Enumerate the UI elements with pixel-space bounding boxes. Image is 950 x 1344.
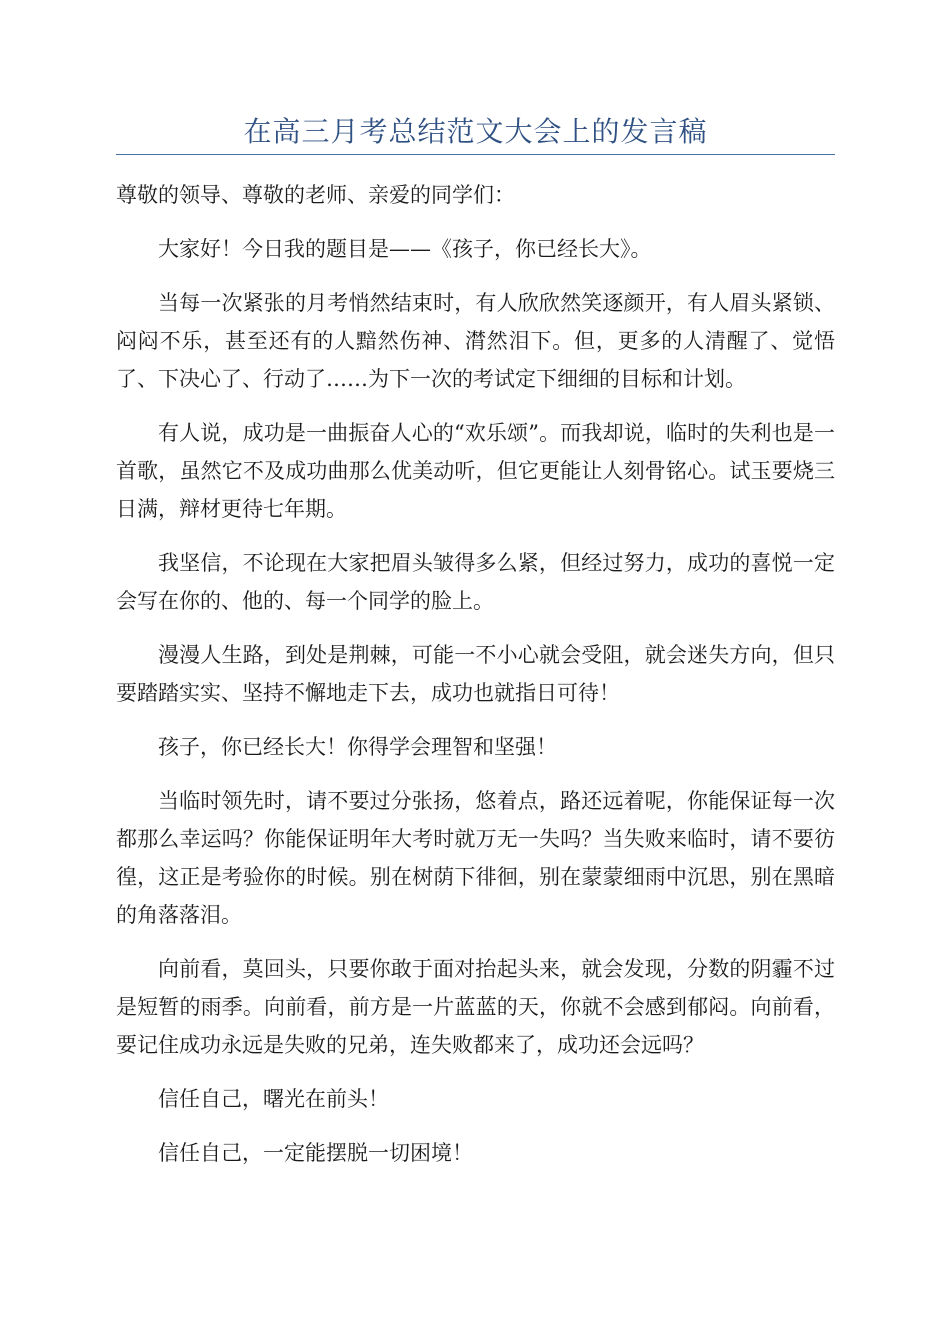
title-underline bbox=[116, 154, 835, 155]
document-title: 在高三月考总结范文大会上的发言稿 bbox=[243, 115, 708, 148]
salutation: 尊敬的领导、尊敬的老师、亲爱的同学们： bbox=[116, 183, 515, 207]
paragraph: 有人说，成功是一曲振奋人心的“欢乐颂”。而我却说，临时的失利也是一首歌，虽然它不及成功曲那么优美动听，但它更能让人刻骨铭心。试玉要烧三日满，辩材更待七年期。 bbox=[116, 421, 835, 521]
paragraph: 当临时领先时，请不要过分张扬，悠着点，路还远着呢，你能保证每一次都那么幸运吗？你能保证明年大考时就万无一失吗？当失败来临时，请不要彷徨，这正是考验你的时候。别在树荫下徘徊，别在蒙蒙细雨中沉思，别在黑暗的角落落泪。 bbox=[116, 789, 835, 927]
paragraph: 大家好！今日我的题目是——《孩子，你已经长大》。 bbox=[158, 237, 652, 261]
paragraph: 当每一次紧张的月考悄然结束时，有人欣欣然笑逐颜开，有人眉头紧锁、闷闷不乐，甚至还有的人黯然伤神、潸然泪下。但，更多的人清醒了、觉悟了、下决心了、行动了……为下一次的考试定下细细的目标和计划。 bbox=[116, 291, 835, 391]
paragraph: 信任自己，一定能摆脱一切困境！ bbox=[158, 1141, 473, 1165]
paragraph: 我坚信，不论现在大家把眉头皱得多么紧，但经过努力，成功的喜悦一定会写在你的、他的、每一个同学的脸上。 bbox=[116, 551, 835, 613]
paragraph: 信任自己，曙光在前头！ bbox=[158, 1087, 389, 1111]
paragraph: 向前看，莫回头，只要你敢于面对抬起头来，就会发现，分数的阴霾不过是短暂的雨季。向前看，前方是一片蓝蓝的天，你就不会感到郁闷。向前看，要记住成功永远是失败的兄弟，连失败都来了，成功还会远吗？ bbox=[116, 957, 835, 1057]
paragraph: 漫漫人生路，到处是荆棘，可能一不小心就会受阻，就会迷失方向，但只要踏踏实实、坚持不懈地走下去，成功也就指日可待！ bbox=[116, 643, 835, 705]
paragraph: 孩子，你已经长大！你得学会理智和坚强！ bbox=[158, 735, 557, 759]
document-body bbox=[116, 176, 835, 1188]
